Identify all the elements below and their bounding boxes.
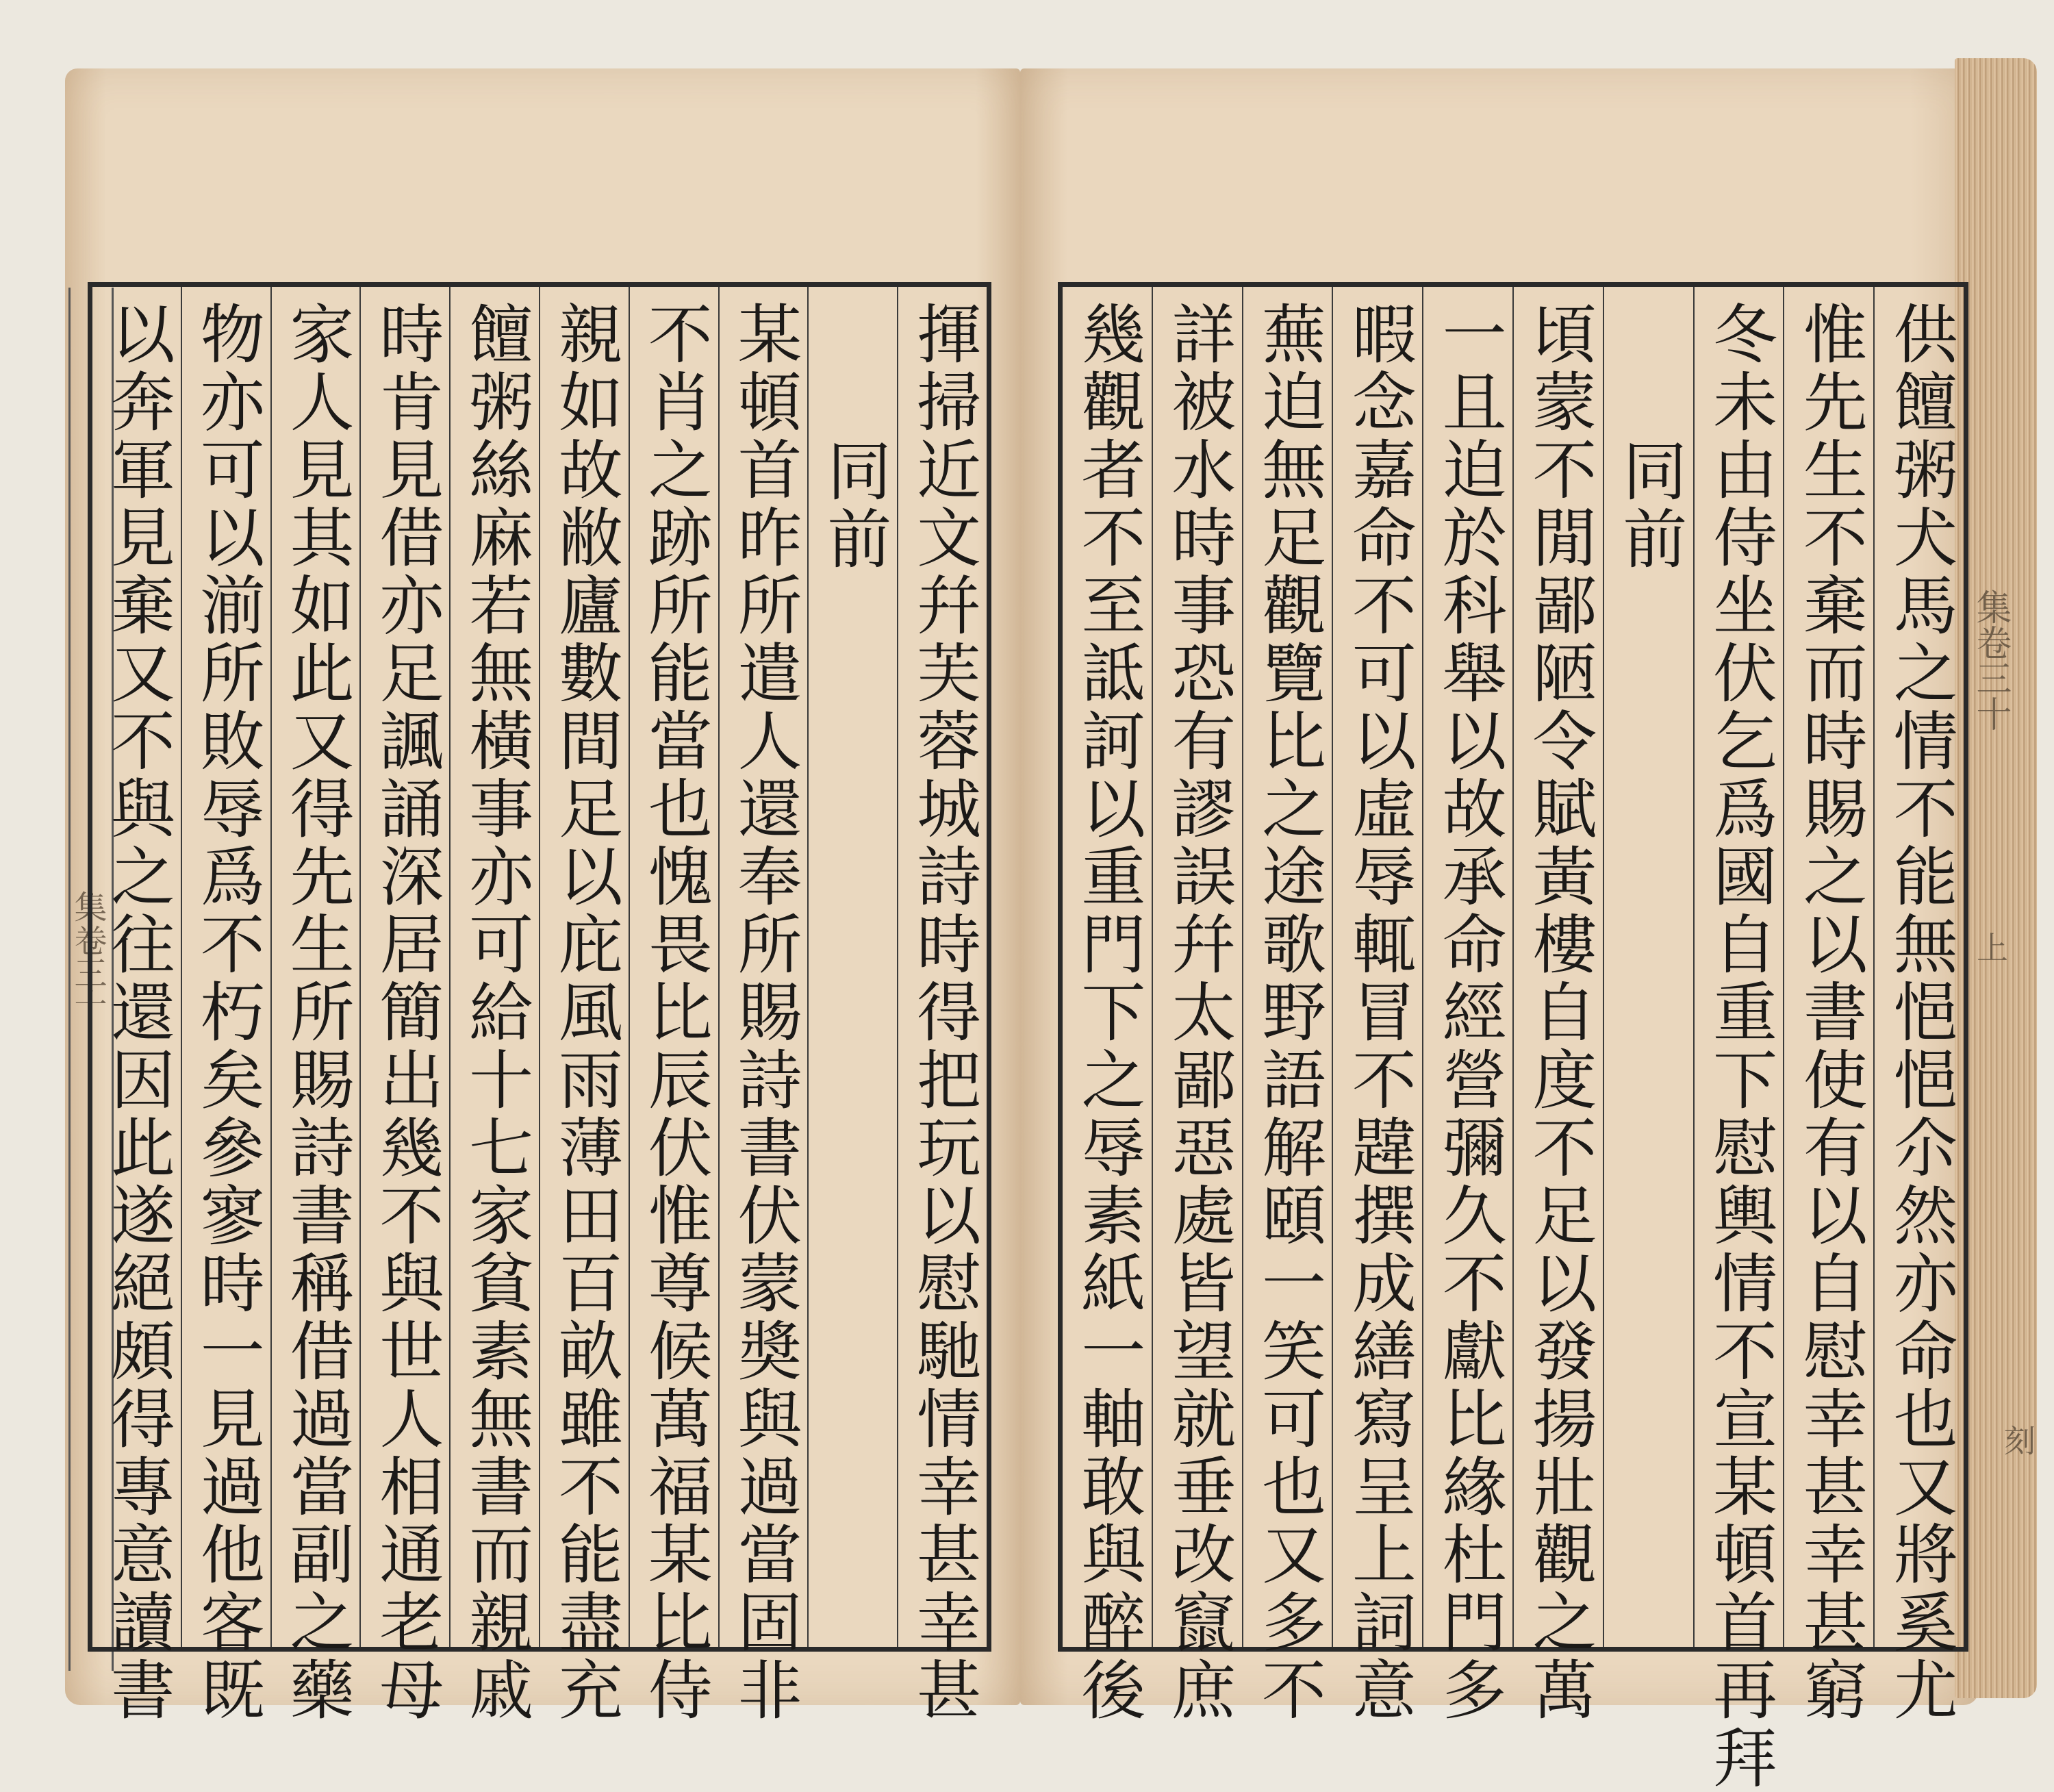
right-column-4	[1604, 287, 1695, 1647]
edge-label-title: 集卷三十	[1970, 589, 2011, 731]
left-column-9	[182, 287, 272, 1724]
left-column-3	[720, 287, 809, 1724]
right-column-8	[1243, 287, 1334, 1724]
right-column-5	[1514, 287, 1604, 1724]
left-column-4	[630, 287, 720, 1724]
column-text: 物亦可以湔所敗辱爲不朽矣參寥時一見過他客既	[189, 301, 264, 1724]
edge-label-mark: 刻	[1999, 1424, 2036, 1456]
section-heading: 同前	[815, 438, 891, 573]
edge-label-upper: 上	[1972, 931, 2009, 963]
column-text: 饘粥絲麻若無橫事亦可給十七家貧素無書而親戚	[457, 301, 533, 1724]
right-column-2	[1784, 287, 1875, 1724]
left-column-6	[451, 287, 540, 1724]
column-text: 供饘粥犬馬之情不能無悒悒尒然亦命也又將奚尤	[1882, 301, 1957, 1724]
column-text: 不肖之跡所能當也愧畏比辰伏惟尊候萬福某比侍	[637, 301, 712, 1724]
right-column-3	[1695, 287, 1785, 1792]
left-column-10	[92, 287, 182, 1724]
right-column-1	[1875, 287, 1964, 1724]
section-heading: 同前	[1611, 438, 1686, 573]
right-column-7	[1333, 287, 1423, 1724]
column-text: 以奔軍見棄又不與之往還因此遂絕頗得專意讀書	[99, 301, 175, 1724]
column-text: 一且迫於科舉以故承命經營彌久不獻比緣杜門多	[1431, 301, 1506, 1724]
right-text-frame	[1058, 282, 1968, 1792]
column-text: 幾觀者不至詆訶以重門下之辱素紙一軸敢與醉後	[1069, 301, 1145, 1724]
right-column-9	[1153, 287, 1243, 1724]
left-column-1	[898, 287, 987, 1724]
left-text-frame	[88, 282, 991, 1724]
column-text: 親如故敝廬數間足以庇風雨薄田百畝雖不能盡充	[547, 301, 622, 1724]
left-column-2	[809, 287, 898, 1647]
column-text: 暇念嘉命不可以虛辱輒冒不韙撰成繕寫呈上詞意	[1341, 301, 1416, 1724]
column-text: 揮掃近文幷芙蓉城詩時得把玩以慰馳情幸甚幸甚	[905, 301, 980, 1724]
right-column-6	[1423, 287, 1514, 1724]
column-text: 惟先生不棄而時賜之以書使有以自慰幸甚幸甚窮	[1792, 301, 1867, 1724]
column-text: 某頓首昨所遣人還奉所賜詩書伏蒙奬與過當固非	[726, 301, 801, 1724]
right-column-10	[1063, 287, 1153, 1724]
left-column-8	[272, 287, 362, 1724]
left-column-5	[540, 287, 630, 1724]
spine-label: 集卷三十	[68, 890, 107, 1022]
left-column-7	[361, 287, 451, 1724]
column-text: 家人見其如此又得先生所賜詩書稱借過當副之藥	[279, 301, 354, 1724]
column-text: 頃蒙不閒鄙陋令賦黃樓自度不足以發揚壯觀之萬	[1521, 301, 1596, 1724]
column-text: 時肯見借亦足諷誦深居簡出幾不與世人相通老母	[368, 301, 443, 1724]
column-text: 蕪迫無足觀覽比之途歌野語解頤一笑可也又多不	[1250, 301, 1326, 1724]
column-text: 冬未由侍坐伏乞爲國自重下慰輿情不宣某頓首再拜	[1701, 301, 1777, 1792]
column-text: 詳被水時事恐有謬誤幷太鄙惡處皆望就垂改竄庶	[1160, 301, 1235, 1724]
